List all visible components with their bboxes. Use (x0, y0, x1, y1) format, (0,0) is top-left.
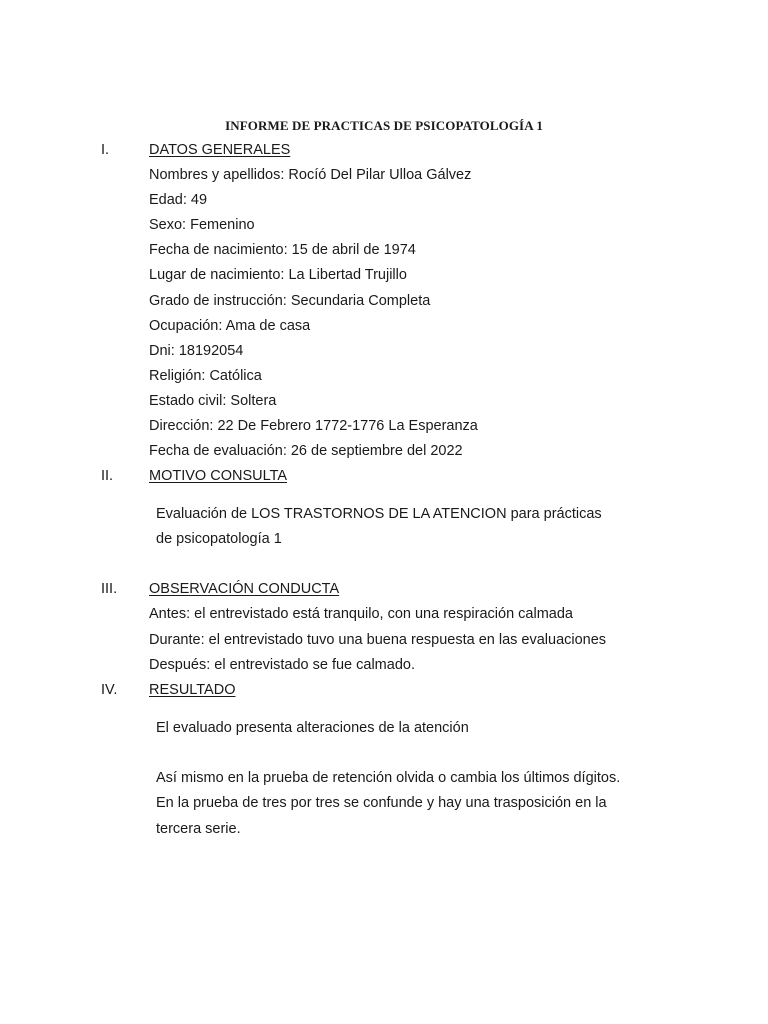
field-ocupacion: Ocupación: Ama de casa (149, 318, 311, 334)
field-edad: Edad: 49 (149, 192, 208, 208)
observacion-antes: Antes: el entrevistado está tranquilo, con una respiración calmada (149, 606, 573, 622)
motivo-line-2: de psicopatología 1 (156, 531, 282, 547)
resultado-line-3: En la prueba de tres por tres se confunde y hay una trasposición en la (156, 795, 607, 811)
field-fecha-nacimiento: Fecha de nacimiento: 15 de abril de 1974 (149, 242, 416, 258)
observacion-despues: Después: el entrevistado se fue calmado. (149, 657, 415, 673)
field-estado-civil: Estado civil: Soltera (149, 393, 277, 409)
section-4-heading: RESULTADO (149, 682, 236, 698)
section-3-number: III. (101, 581, 118, 597)
field-lugar-nacimiento: Lugar de nacimiento: La Libertad Trujillo (149, 267, 407, 283)
observacion-durante: Durante: el entrevistado tuvo una buena respuesta en las evaluaciones (149, 632, 607, 648)
resultado-line-2: Así mismo en la prueba de retención olvida o cambia los últimos dígitos. (156, 770, 621, 786)
section-2-number: II. (101, 468, 114, 484)
resultado-line-4: tercera serie. (156, 821, 241, 837)
field-direccion: Dirección: 22 De Febrero 1772-1776 La Esperanza (149, 418, 478, 434)
section-2-heading: MOTIVO CONSULTA (149, 468, 288, 484)
resultado-line-1: El evaluado presenta alteraciones de la atención (156, 720, 469, 736)
field-religion: Religión: Católica (149, 368, 262, 384)
field-dni: Dni: 18192054 (149, 343, 244, 359)
section-1-number: I. (101, 142, 110, 158)
motivo-line-1: Evaluación de LOS TRASTORNOS DE LA ATENCION para prácticas (156, 506, 602, 522)
field-grado-instruccion: Grado de instrucción: Secundaria Completa (149, 293, 431, 309)
document-title: INFORME DE PRACTICAS DE PSICOPATOLOGÍA 1 (225, 118, 543, 133)
section-3-heading: OBSERVACIÓN CONDUCTA (149, 581, 340, 597)
section-4-number: IV. (101, 682, 118, 698)
field-nombres: Nombres y apellidos: Rocíó Del Pilar Ulloa Gálvez (149, 167, 472, 183)
field-sexo: Sexo: Femenino (149, 217, 255, 233)
field-fecha-evaluacion: Fecha de evaluación: 26 de septiembre del 2022 (149, 443, 463, 459)
section-1-heading: DATOS GENERALES (149, 142, 291, 158)
